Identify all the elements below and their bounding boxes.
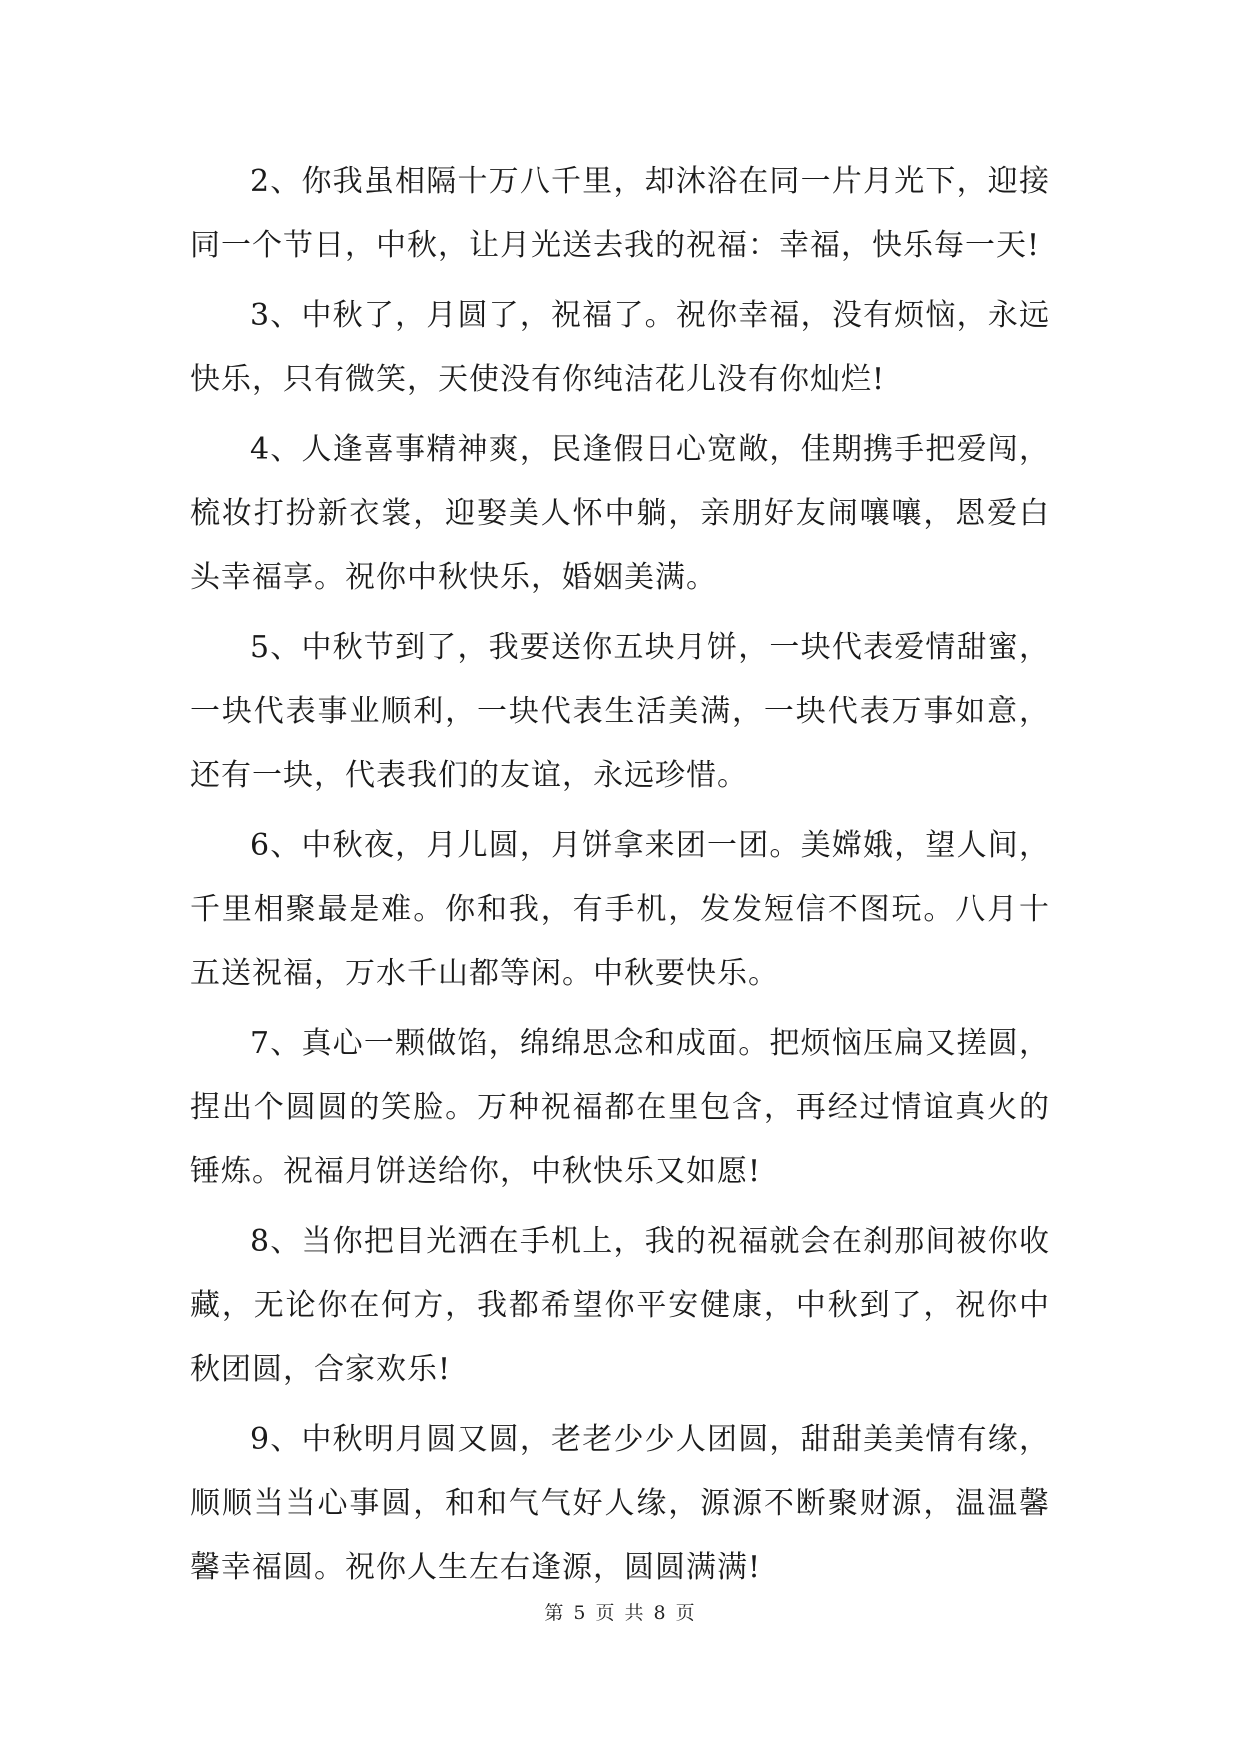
paragraph-7: 7、真心一颗做馅，绵绵思念和成面。把烦恼压扁又搓圆，捏出个圆圆的笑脸。万种祝福都在里包含，再经过情谊真火的锤炼。祝福月饼送给你，中秋快乐又如愿! <box>190 1026 1050 1189</box>
page-number-footer: 第 5 页 共 8 页 <box>544 1602 697 1624</box>
paragraph-9: 9、中秋明月圆又圆，老老少少人团圆，甜甜美美情有缘，顺顺当当心事圆，和和气气好人缘，源源不断聚财源，温温馨馨幸福圆。祝你人生左右逢源，圆圆满满! <box>190 1422 1050 1585</box>
document-body <box>190 150 1050 1606</box>
paragraph-6: 6、中秋夜，月儿圆，月饼拿来团一团。美嫦娥，望人间，千里相聚最是难。你和我，有手机，发发短信不图玩。八月十五送祝福，万水千山都等闲。中秋要快乐。 <box>190 828 1050 991</box>
paragraph-3: 3、中秋了，月圆了，祝福了。祝你幸福，没有烦恼，永远快乐，只有微笑，天使没有你纯洁花儿没有你灿烂! <box>190 298 1050 397</box>
paragraph-2: 2、你我虽相隔十万八千里，却沐浴在同一片月光下，迎接同一个节日，中秋，让月光送去我的祝福：幸福，快乐每一天! <box>190 164 1050 263</box>
paragraph-4: 4、人逢喜事精神爽，民逢假日心宽敞，佳期携手把爱闯，梳妆打扮新衣裳，迎娶美人怀中躺，亲朋好友闹嚷嚷，恩爱白头幸福享。祝你中秋快乐，婚姻美满。 <box>190 432 1050 595</box>
paragraph-5: 5、中秋节到了，我要送你五块月饼，一块代表爱情甜蜜，一块代表事业顺利，一块代表生活美满，一块代表万事如意，还有一块，代表我们的友谊，永远珍惜。 <box>190 630 1050 793</box>
paragraph-8: 8、当你把目光洒在手机上，我的祝福就会在刹那间被你收藏，无论你在何方，我都希望你平安健康，中秋到了，祝你中秋团圆，合家欢乐! <box>190 1224 1050 1387</box>
